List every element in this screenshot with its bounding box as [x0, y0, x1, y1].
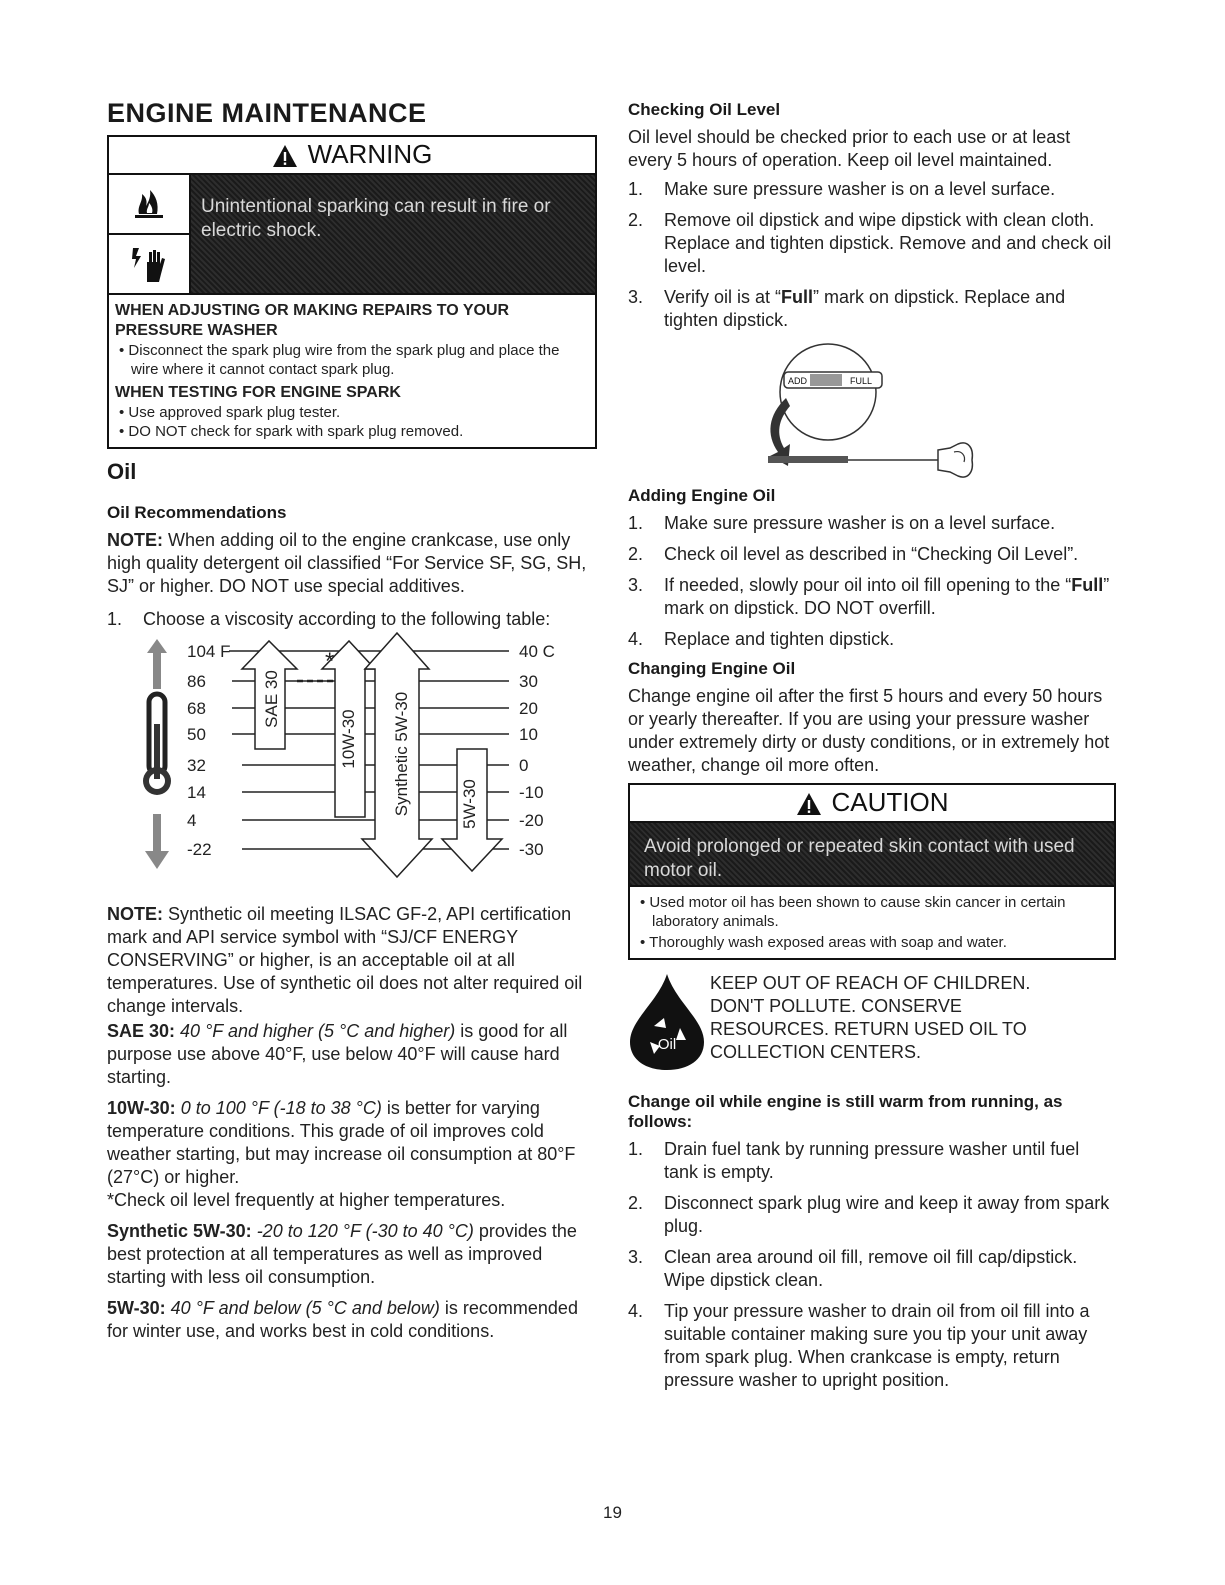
fahrenheit-tick-label: 68	[187, 699, 206, 718]
fahrenheit-tick-label: 104 F	[187, 642, 231, 661]
5w30-grade-label: 5W-30	[460, 779, 479, 829]
celsius-tick-label: -20	[519, 811, 544, 830]
recycle-notice	[628, 972, 1116, 1072]
page-number: 19	[603, 1503, 622, 1522]
celsius-tick-label: 40 C	[519, 642, 555, 661]
oil-heading: Oil	[107, 459, 137, 484]
warning-title: WARNING	[307, 139, 433, 169]
sae30-grade-label: SAE 30	[262, 670, 281, 728]
recycle-text: KEEP OUT OF REACH OF CHILDREN. DON'T POLLUTE. CONSERVE RESOURCES. RETURN USED OIL TO COLLECTION CENTERS.	[710, 973, 1031, 1062]
dipstick-illustration	[628, 340, 1116, 480]
dipstick-add-label: ADD	[788, 376, 808, 386]
page-heading: ENGINE MAINTENANCE	[107, 98, 427, 128]
10w30-desc: 10W-30: 0 to 100 °F (-18 to 38 °C) is better for varying temperature conditions. This grade of oil improves cold weather starting, but may increase oil consumption at 80°F (27°C) or higher.	[107, 1098, 576, 1187]
synthetic-note: NOTE: Synthetic oil meeting ILSAC GF-2, API certification mark and API service symbol with “SJ/CF ENERGY CONSERVING” or higher, is an acceptable oil at all temperatures. Use of synthetic oil does not alter required oil change intervals.	[107, 904, 583, 1016]
electric-shock-icon	[109, 235, 189, 293]
celsius-tick-label: 20	[519, 699, 538, 718]
warning-title-row	[109, 137, 595, 173]
warning-triangle-icon	[272, 144, 298, 168]
checking-heading: Checking Oil Level	[628, 100, 781, 119]
caution-box	[628, 783, 1116, 960]
caution-body	[630, 887, 1114, 958]
10w30-footnote: *Check oil level frequently at higher temperatures.	[107, 1190, 506, 1210]
fahrenheit-tick-label: 4	[187, 811, 197, 830]
fire-icon	[109, 175, 189, 235]
dipstick-full-label: FULL	[850, 376, 873, 386]
fahrenheit-tick-label: 32	[187, 756, 206, 775]
warm-step: 4. Tip your pressure washer to drain oil from oil fill into a suitable container making sure you tip your unit away from spark plug. When crankcase is empty, return pressure washer to upright position.	[628, 1301, 1090, 1390]
sae30-desc: SAE 30: 40 °F and higher (5 °C and higher) is good for all purpose use above 40°F, use below 40°F will cause hard starting.	[107, 1021, 568, 1087]
oil-recommendations-heading: Oil Recommendations	[107, 503, 287, 522]
oil-note: NOTE: When adding oil to the engine crankcase, use only high quality detergent oil classified “For Service SF, SG, SH, SJ” or higher. DO NOT use special additives.	[107, 530, 587, 596]
caution-title: CAUTION	[831, 787, 949, 817]
warm-step: 2. Disconnect spark plug wire and keep it away from spark plug.	[628, 1193, 1110, 1236]
fahrenheit-tick-label: -22	[187, 840, 212, 859]
fahrenheit-tick-label: 50	[187, 725, 206, 744]
warm-step: 1. Drain fuel tank by running pressure washer until fuel tank is empty.	[628, 1139, 1080, 1182]
warning-section-heading: WHEN ADJUSTING OR MAKING REPAIRS TO YOUR PRESSURE WASHER	[115, 302, 510, 339]
celsius-tick-label: -10	[519, 783, 544, 802]
recycle-oil-drop-icon	[628, 972, 706, 1072]
checking-step: 2. Remove oil dipstick and wipe dipstick with clean cloth. Replace and tighten dipstick. Remove and and check oil level.	[628, 210, 1112, 276]
celsius-tick-label: 30	[519, 672, 538, 691]
celsius-tick-label: -30	[519, 840, 544, 859]
warning-bullet: • Use approved spark plug tester.	[119, 404, 341, 421]
caution-message: Avoid prolonged or repeated skin contact with used motor oil.	[630, 821, 1114, 887]
synthetic-5w30-grade-label: Synthetic 5W-30	[392, 691, 411, 817]
warning-body	[109, 295, 595, 447]
thermometer-icon	[143, 639, 171, 869]
celsius-tick-label: 10	[519, 725, 538, 744]
checking-step: 3. Verify oil is at “Full” mark on dipstick. Replace and tighten dipstick.	[628, 287, 1066, 330]
warm-heading: Change oil while engine is still warm from running, as follows:	[628, 1092, 1063, 1131]
warning-section-heading: WHEN TESTING FOR ENGINE SPARK	[115, 384, 401, 401]
fahrenheit-tick-label: 86	[187, 672, 206, 691]
10w30-grade-label: 10W-30	[339, 709, 358, 769]
caution-bullet: • Used motor oil has been shown to cause skin cancer in certain laboratory animals.	[640, 894, 1066, 930]
warning-bullet: • DO NOT check for spark with spark plug removed.	[119, 423, 464, 440]
adding-step: 1. Make sure pressure washer is on a level surface.	[628, 513, 1056, 533]
changing-heading: Changing Engine Oil	[628, 659, 796, 678]
chart-star-marker: *	[325, 648, 335, 675]
viscosity-chart	[107, 639, 555, 889]
warning-message: Unintentional sparking can result in fire or electric shock.	[191, 175, 595, 293]
celsius-tick-label: 0	[519, 756, 529, 775]
warning-icons	[109, 175, 191, 293]
left-column	[107, 98, 597, 1343]
adding-heading: Adding Engine Oil	[628, 486, 776, 505]
synthetic-desc: Synthetic 5W-30: -20 to 120 °F (-30 to 40 °C) provides the best protection at all temperatures as well as improved starting with less oil consumption.	[107, 1221, 577, 1287]
caution-title-row	[630, 785, 1114, 821]
checking-step: 1. Make sure pressure washer is on a level surface.	[628, 179, 1056, 199]
caution-triangle-icon	[796, 792, 822, 816]
fahrenheit-tick-label: 14	[187, 783, 206, 802]
checking-intro: Oil level should be checked prior to each use or at least every 5 hours of operation. Keep oil level maintained.	[628, 127, 1071, 170]
right-column	[628, 100, 1116, 1400]
changing-intro: Change engine oil after the first 5 hours and every 50 hours or yearly thereafter. If you are using your pressure washer under extremely dirty or dusty conditions, or in extremely hot weather, change oil more often.	[628, 686, 1110, 775]
oil-step: 1. Choose a viscosity according to the following table:	[107, 609, 551, 629]
adding-step: 2. Check oil level as described in “Checking Oil Level”.	[628, 544, 1079, 564]
viscosity-chart-svg	[107, 639, 555, 889]
caution-bullet: • Thoroughly wash exposed areas with soap and water.	[640, 934, 1007, 951]
5w30-desc: 5W-30: 40 °F and below (5 °C and below) is recommended for winter use, and works best in cold conditions.	[107, 1298, 578, 1341]
warning-bullet: • Disconnect the spark plug wire from the spark plug and place the wire where it cannot contact spark plug.	[119, 342, 560, 378]
oil-icon-label: Oil	[657, 1036, 677, 1053]
warm-step: 3. Clean area around oil fill, remove oil fill cap/dipstick. Wipe dipstick clean.	[628, 1247, 1078, 1290]
adding-step: 3. If needed, slowly pour oil into oil fill opening to the “Full” mark on dipstick. DO NOT overfill.	[628, 575, 1110, 618]
adding-step: 4. Replace and tighten dipstick.	[628, 629, 895, 649]
warning-box	[107, 135, 597, 449]
